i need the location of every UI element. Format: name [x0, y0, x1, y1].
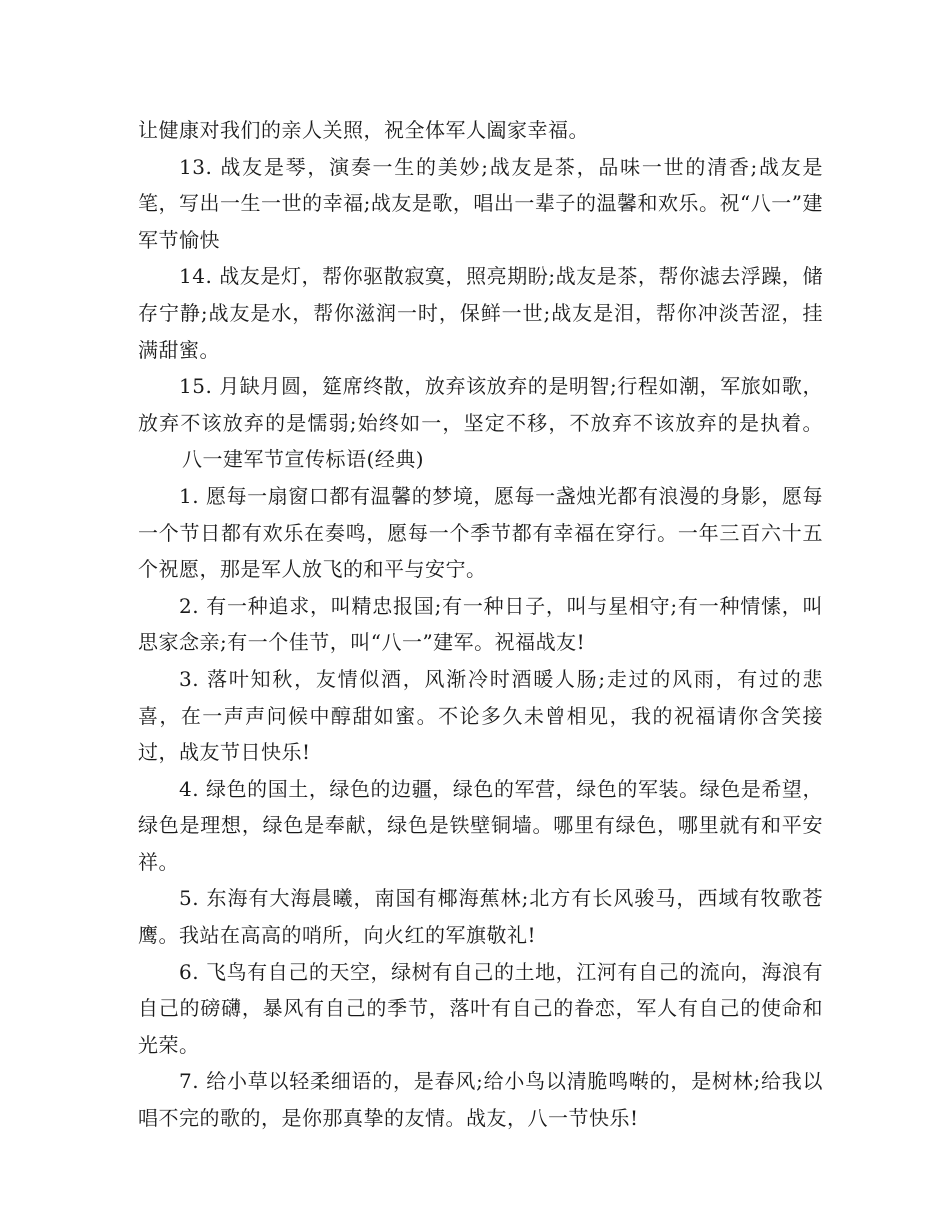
paragraph-15-text: 15. 月缺月圆，筵席终散，放弃该放弃的是明智;行程如潮，军旅如歌，放弃不该放弃的是懦弱;始终如一，坚定不移，不放弃不该放弃的是执着。 [138, 374, 823, 435]
slogan-3: 3. 落叶知秋，友情似酒，风渐冷时酒暖人肠;走过的风雨，有过的悲喜，在一声声问候中醇甜如蜜。不论多久未曾相见，我的祝福请你含笑接过，战友节日快乐! [138, 666, 823, 765]
paragraph-15 [138, 368, 823, 478]
slogan-1: 1. 愿每一扇窗口都有温馨的梦境，愿每一盏烛光都有浪漫的身影，愿每一个节日都有欢乐在奏鸣，愿每一个季节都有幸福在穿行。一年三百六十五个祝愿，那是军人放飞的和平与安宁。 [138, 483, 823, 582]
document-body [138, 112, 823, 1137]
slogan-5: 5. 东海有大海晨曦，南国有椰海蕉林;北方有长风骏马，西域有牧歌苍鹰。我站在高高的哨所，向火红的军旗敬礼! [138, 886, 823, 948]
paragraph-13: 13. 战友是琴，演奏一生的美妙;战友是茶，品味一世的清香;战友是笔，写出一生一世的幸福;战友是歌，唱出一辈子的温馨和欢乐。祝“八一”建军节愉快 [138, 154, 823, 252]
slogan-4: 4. 绿色的国土，绿色的边疆，绿色的军营，绿色的军装。绿色是希望，绿色是理想，绿色是奉献，绿色是铁壁铜墙。哪里有绿色，哪里就有和平安祥。 [138, 776, 823, 874]
paragraph-continuation: 让健康对我们的亲人关照，祝全体军人阖家幸福。 [138, 118, 589, 142]
paragraph-14: 14. 战友是灯，帮你驱散寂寞，照亮期盼;战友是茶，帮你滤去浮躁，储存宁静;战友是水，帮你滋润一时，保鲜一世;战友是泪，帮你冲淡苦涩，挂满甜蜜。 [138, 264, 823, 362]
slogan-2: 2. 有一种追求，叫精忠报国;有一种日子，叫与星相守;有一种情愫，叫思家念亲;有一个佳节，叫“八一”建军。祝福战友! [138, 593, 823, 655]
slogan-6: 6. 飞鸟有自己的天空，绿树有自己的土地，江河有自己的流向，海浪有自己的磅礴，暴风有自己的季节，落叶有自己的眷恋，军人有自己的使命和光荣。 [138, 959, 823, 1057]
section-heading: 八一建军节宣传标语(经典) [182, 447, 425, 472]
slogan-7: 7. 给小草以轻柔细语的，是春风;给小鸟以清脆鸣啭的，是树林;给我以唱不完的歌的，是你那真挚的友情。战友，八一节快乐! [138, 1069, 823, 1131]
